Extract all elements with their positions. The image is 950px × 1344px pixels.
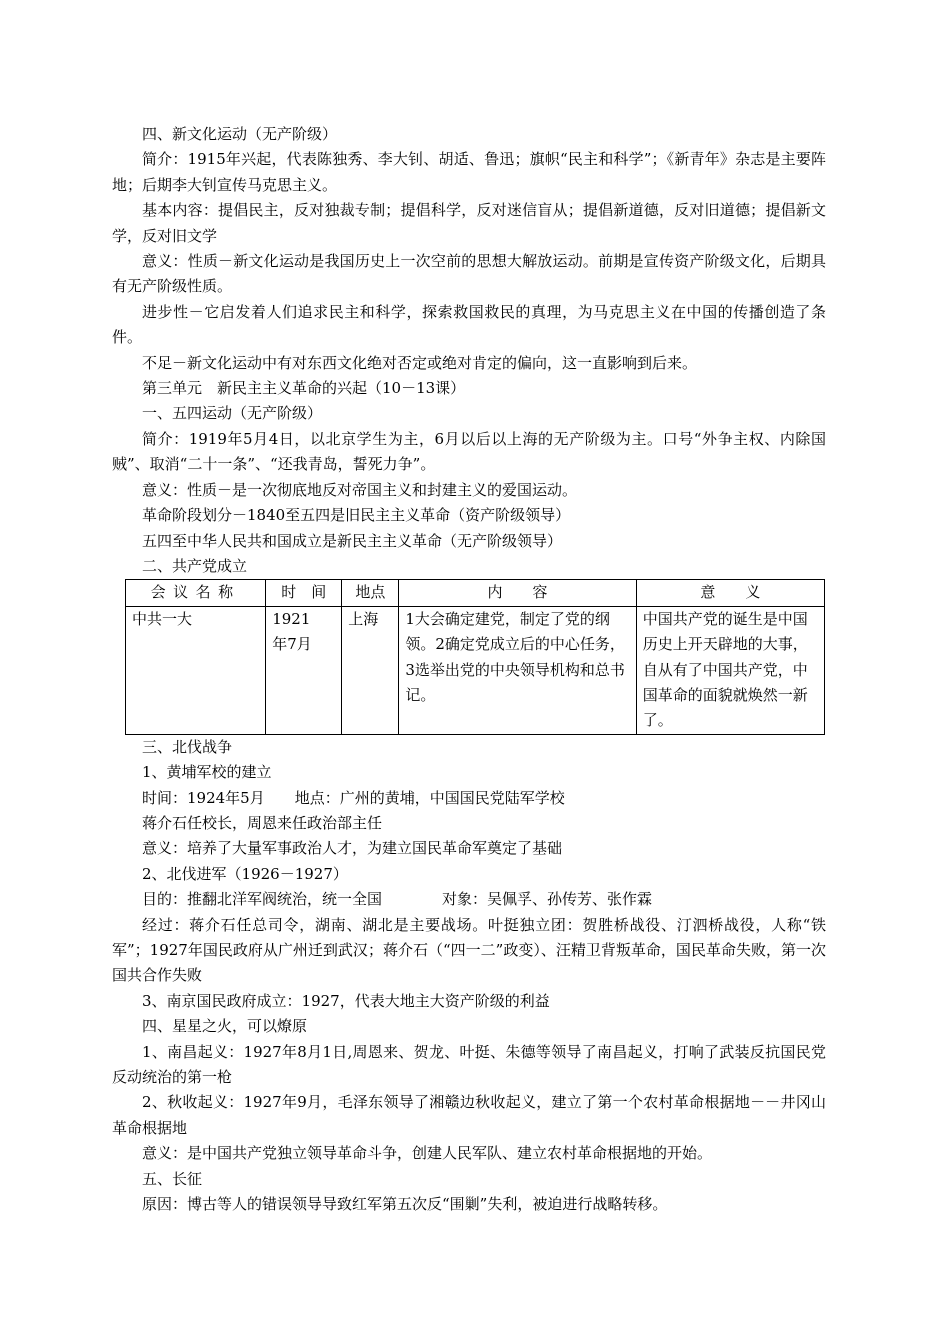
paragraph-may-fourth-significance: 意义：性质－是一次彻底地反对帝国主义和封建主义的爱国运动。 — [142, 480, 578, 499]
paragraph-whampoa-leaders: 蒋介石任校长，周恩来任政治部主任 — [142, 813, 383, 832]
subheading-whampoa: 1、黄埔军校的建立 — [142, 763, 272, 782]
paragraph-revolution-stages: 革命阶段划分－1840至五四是旧民主主义革命（资产阶级领导） — [142, 506, 571, 525]
paragraph-intro: 简介：1915年兴起，代表陈独秀、李大钊、胡适、鲁迅；旗帜“民主和科学”；《新青年》杂志是主要阵地；后期李大钊宣传马克思主义。 — [112, 150, 826, 194]
section-heading-single-spark: 四、星星之火，可以燎原 — [142, 1017, 308, 1036]
table-header-time: 时 间 — [266, 580, 342, 606]
table-header-place: 地点 — [342, 580, 399, 606]
paragraph-whampoa-significance: 意义：培养了大量军事政治人才，为建立国民革命军奠定了基础 — [142, 839, 563, 858]
subheading-northern-march: 2、北伐进军（1926－1927） — [142, 864, 348, 883]
paragraph-autumn-harvest: 2、秋收起义：1927年9月，毛泽东领导了湘赣边秋收起义，建立了第一个农村革命根据地－－井冈山革命根据地 — [112, 1093, 826, 1137]
table-cell-meaning: 中国共产党的诞生是中国历史上开天辟地的大事，自从有了中国共产党，中国革命的面貌就焕然一新了。 — [636, 606, 824, 734]
table-cell-time: 1921 年7月 — [266, 606, 342, 734]
table-header-meaning: 意 义 — [636, 580, 824, 606]
paragraph-content: 基本内容：提倡民主，反对独裁专制；提倡科学，反对迷信盲从；提倡新道德，反对旧道德；提倡新文学，反对旧文学 — [112, 201, 826, 245]
paragraph-progressiveness: 进步性－它启发着人们追求民主和科学，探索救国救民的真理，为马克思主义在中国的传播创造了条件。 — [112, 302, 826, 347]
paragraph-significance: 意义：性质－新文化运动是我国历史上一次空前的思想大解放运动。前期是宣传资产阶级文化，后期具有无产阶级性质。 — [112, 252, 826, 296]
document-page — [112, 122, 826, 1217]
table-row — [126, 606, 825, 734]
paragraph-new-democratic: 五四至中华人民共和国成立是新民主主义革命（无产阶级领导） — [142, 531, 563, 550]
section-heading-may-fourth: 一、五四运动（无产阶级） — [142, 404, 323, 423]
table-cell-name: 中共一大 — [126, 606, 266, 734]
paragraph-march-process: 经过：蒋介石任总司令，湖南、湖北是主要战场。叶挺独立团：贺胜桥战役、汀泗桥战役，人称“铁军”；1927年国民政府从广州迁到武汉；蒋介石（“四一二”政变）、汪精卫背叛革命，国民革命失败，第一次国共合作失败 — [112, 915, 826, 985]
paragraph-uprising-significance: 意义：是中国共产党独立领导革命斗争，创建人民军队、建立农村革命根据地的开始。 — [142, 1144, 713, 1163]
party-founding-table — [125, 579, 825, 734]
table-header-name: 会议名称 — [126, 580, 266, 606]
unit-heading: 第三单元 新民主主义革命的兴起（10－13课） — [142, 379, 466, 398]
table-cell-place: 上海 — [342, 606, 399, 734]
section-heading-northern-expedition: 三、北伐战争 — [142, 737, 233, 756]
paragraph-whampoa-time: 时间：1924年5月 地点：广州的黄埔，中国国民党陆军学校 — [142, 788, 565, 807]
paragraph-may-fourth-intro: 简介：1919年5月4日，以北京学生为主，6月以后以上海的无产阶级为主。口号“外争主权、内除国贼”、取消“二十一条”、“还我青岛，誓死力争”。 — [112, 429, 826, 474]
paragraph-march-goal: 目的：推翻北洋军阀统治，统一全国 对象：吴佩孚、孙传芳、张作霖 — [142, 890, 653, 909]
paragraph-nanjing-government: 3、南京国民政府成立：1927，代表大地主大资产阶级的利益 — [142, 991, 550, 1010]
section-heading-new-culture: 四、新文化运动（无产阶级） — [142, 125, 338, 143]
table-cell-content: 1大会确定建党，制定了党的纲领。2确定党成立后的中心任务，3选举出党的中央领导机构和总书记。 — [399, 606, 636, 734]
section-heading-long-march: 五、长征 — [142, 1169, 203, 1188]
paragraph-nanchang-uprising: 1、南昌起义：1927年8月1日,周恩来、贺龙、叶挺、朱德等领导了南昌起义，打响了武装反抗国民党反动统治的第一枪 — [112, 1042, 826, 1087]
section-heading-party-founding: 二、共产党成立 — [142, 556, 248, 575]
table-header-row — [126, 580, 825, 606]
paragraph-shortcoming: 不足－新文化运动中有对东西文化绝对否定或绝对肯定的偏向，这一直影响到后来。 — [142, 353, 698, 372]
table-header-content: 内 容 — [399, 580, 636, 606]
paragraph-long-march-cause: 原因：博古等人的错误领导导致红军第五次反“围剿”失利，被迫进行战略转移。 — [142, 1195, 668, 1214]
